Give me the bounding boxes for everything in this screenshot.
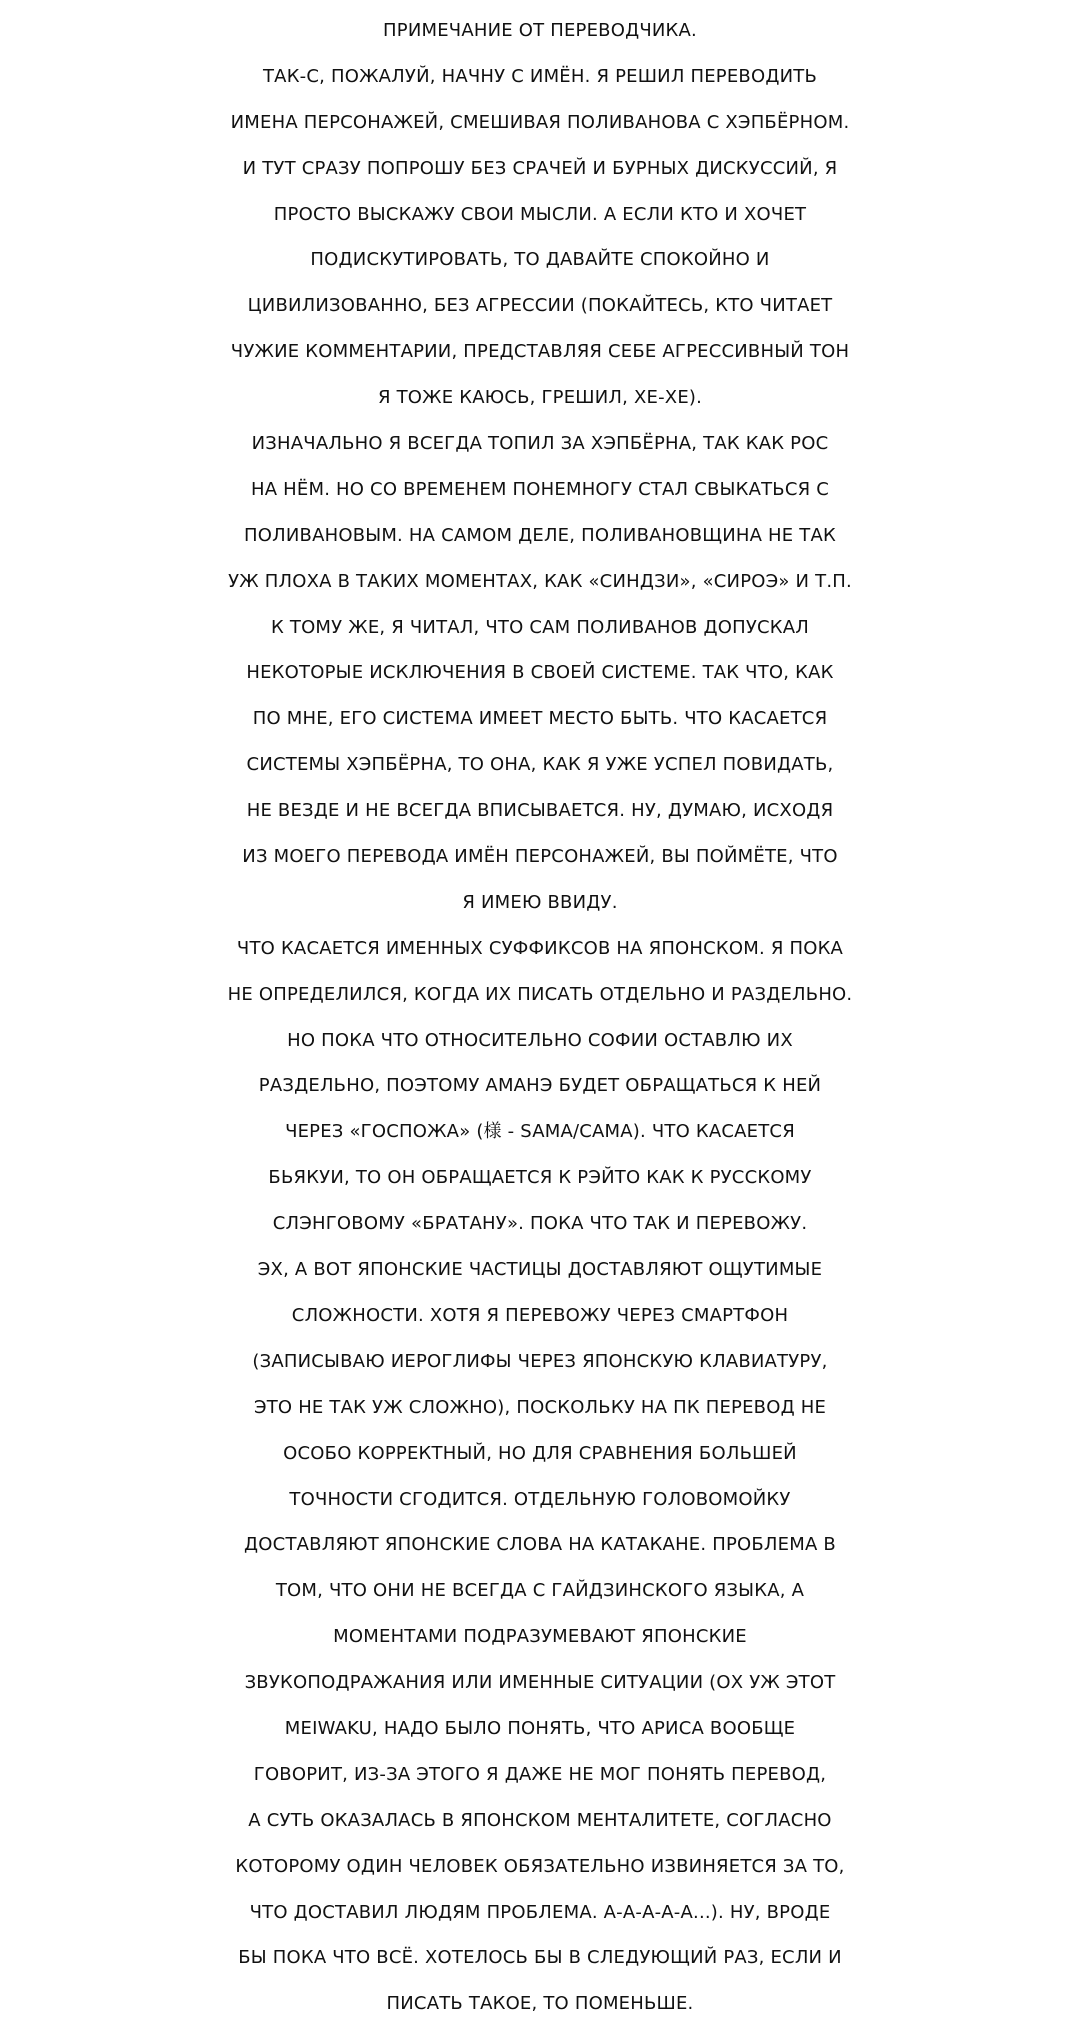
- note-line: ТОМ, ЧТО ОНИ НЕ ВСЕГДА С ГАЙДЗИНСКОГО ЯЗЫКА, А: [275, 1580, 805, 1602]
- note-line: НЕ ОПРЕДЕЛИЛСЯ, КОГДА ИХ ПИСАТЬ ОТДЕЛЬНО И РАЗДЕЛЬНО.: [227, 983, 853, 1005]
- note-line: ИЗ МОЕГО ПЕРЕВОДА ИМЁН ПЕРСОНАЖЕЙ, ВЫ ПОЙМЁТЕ, ЧТО: [242, 846, 838, 868]
- note-line: MEIWAKU, НАДО БЫЛО ПОНЯТЬ, ЧТО АРИСА ВООБЩЕ: [284, 1717, 796, 1739]
- note-line: СЛЭНГОВОМУ «БРАТАНУ». ПОКА ЧТО ТАК И ПЕРЕВОЖУ.: [272, 1213, 808, 1235]
- note-line: ЧЕРЕЗ «ГОСПОЖА» (様 - SAMA/САМА). ЧТО КАСАЕТСЯ: [285, 1121, 795, 1143]
- note-line: (ЗАПИСЫВАЮ ИЕРОГЛИФЫ ЧЕРЕЗ ЯПОНСКУЮ КЛАВИАТУРУ,: [252, 1350, 828, 1372]
- note-line: ЧТО КАСАЕТСЯ ИМЕННЫХ СУФФИКСОВ НА ЯПОНСКОМ. Я ПОКА: [236, 937, 844, 959]
- note-line: МОМЕНТАМИ ПОДРАЗУМЕВАЮТ ЯПОНСКИЕ: [333, 1626, 747, 1648]
- note-title: ПРИМЕЧАНИЕ ОТ ПЕРЕВОДЧИКА.: [383, 20, 697, 41]
- note-line: Я ТОЖЕ КАЮСЬ, ГРЕШИЛ, ХЕ-ХЕ).: [377, 387, 703, 409]
- note-line: ЧУЖИЕ КОММЕНТАРИИ, ПРЕДСТАВЛЯЯ СЕБЕ АГРЕССИВНЫЙ ТОН: [230, 341, 850, 363]
- note-line: НЕКОТОРЫЕ ИСКЛЮЧЕНИЯ В СВОЕЙ СИСТЕМЕ. ТАК ЧТО, КАК: [246, 662, 834, 684]
- note-line: ЦИВИЛИЗОВАННО, БЕЗ АГРЕССИИ (ПОКАЙТЕСЬ, КТО ЧИТАЕТ: [247, 295, 833, 317]
- note-line: ПИСАТЬ ТАКОЕ, ТО ПОМЕНЬШЕ.: [386, 1993, 694, 2015]
- note-line: БЬЯКУИ, ТО ОН ОБРАЩАЕТСЯ К РЭЙТО КАК К РУССКОМУ: [268, 1167, 812, 1189]
- note-line: ПОДИСКУТИРОВАТЬ, ТО ДАВАЙТЕ СПОКОЙНО И: [310, 249, 770, 271]
- note-line: УЖ ПЛОХА В ТАКИХ МОМЕНТАХ, КАК «СИНДЗИ», «СИРОЭ» И Т.П.: [228, 570, 852, 592]
- note-line: НЕ ВЕЗДЕ И НЕ ВСЕГДА ВПИСЫВАЕТСЯ. НУ, ДУМАЮ, ИСХОДЯ: [246, 800, 834, 822]
- note-line: ИМЕНА ПЕРСОНАЖЕЙ, СМЕШИВАЯ ПОЛИВАНОВА С ХЭПБЁРНОМ.: [230, 111, 850, 133]
- note-line: А СУТЬ ОКАЗАЛАСЬ В ЯПОНСКОМ МЕНТАЛИТЕТЕ, СОГЛАСНО: [248, 1809, 832, 1831]
- note-line: ДОСТАВЛЯЮТ ЯПОНСКИЕ СЛОВА НА КАТАКАНЕ. ПРОБЛЕМА В: [244, 1534, 836, 1556]
- note-line: Я ИМЕЮ ВВИДУ.: [462, 891, 618, 913]
- note-line: ПРОСТО ВЫСКАЖУ СВОИ МЫСЛИ. А ЕСЛИ КТО И ХОЧЕТ: [273, 203, 807, 225]
- note-line: КОТОРОМУ ОДИН ЧЕЛОВЕК ОБЯЗАТЕЛЬНО ИЗВИНЯЕТСЯ ЗА ТО,: [235, 1855, 845, 1877]
- note-line: И ТУТ СРАЗУ ПОПРОШУ БЕЗ СРАЧЕЙ И БУРНЫХ ДИСКУССИЙ, Я: [242, 157, 838, 179]
- note-line: ОСОБО КОРРЕКТНЫЙ, НО ДЛЯ СРАВНЕНИЯ БОЛЬШЕЙ: [283, 1442, 797, 1464]
- translator-note: [0, 8, 1080, 2015]
- note-line: СИСТЕМЫ ХЭПБЁРНА, ТО ОНА, КАК Я УЖЕ УСПЕЛ ПОВИДАТЬ,: [246, 754, 834, 776]
- note-line: ЭХ, А ВОТ ЯПОНСКИЕ ЧАСТИЦЫ ДОСТАВЛЯЮТ ОЩУТИМЫЕ: [257, 1259, 823, 1281]
- note-line: ТОЧНОСТИ СГОДИТСЯ. ОТДЕЛЬНУЮ ГОЛОВОМОЙКУ: [289, 1488, 791, 1510]
- note-line: К ТОМУ ЖЕ, Я ЧИТАЛ, ЧТО САМ ПОЛИВАНОВ ДОПУСКАЛ: [270, 616, 810, 638]
- note-line: БЫ ПОКА ЧТО ВСЁ. ХОТЕЛОСЬ БЫ В СЛЕДУЮЩИЙ РАЗ, ЕСЛИ И: [238, 1947, 842, 1969]
- note-line: ЗВУКОПОДРАЖАНИЯ ИЛИ ИМЕННЫЕ СИТУАЦИИ (ОХ УЖ ЭТОТ: [244, 1672, 836, 1694]
- note-line: ЭТО НЕ ТАК УЖ СЛОЖНО), ПОСКОЛЬКУ НА ПК ПЕРЕВОД НЕ: [253, 1396, 827, 1418]
- note-line: НА НЁМ. НО СО ВРЕМЕНЕМ ПОНЕМНОГУ СТАЛ СВЫКАТЬСЯ С: [250, 478, 830, 500]
- note-line: НО ПОКА ЧТО ОТНОСИТЕЛЬНО СОФИИ ОСТАВЛЮ ИХ: [287, 1029, 793, 1051]
- note-line: РАЗДЕЛЬНО, ПОЭТОМУ АМАНЭ БУДЕТ ОБРАЩАТЬСЯ К НЕЙ: [258, 1075, 822, 1097]
- note-line: ПОЛИВАНОВЫМ. НА САМОМ ДЕЛЕ, ПОЛИВАНОВЩИНА НЕ ТАК: [244, 524, 836, 546]
- note-line: ЧТО ДОСТАВИЛ ЛЮДЯМ ПРОБЛЕМА. А-А-А-А-А...). НУ, ВРОДЕ: [249, 1901, 831, 1923]
- note-line: ГОВОРИТ, ИЗ-ЗА ЭТОГО Я ДАЖЕ НЕ МОГ ПОНЯТЬ ПЕРЕВОД,: [253, 1763, 827, 1785]
- note-line: ПО МНЕ, ЕГО СИСТЕМА ИМЕЕТ МЕСТО БЫТЬ. ЧТО КАСАЕТСЯ: [252, 708, 828, 730]
- note-line: СЛОЖНОСТИ. ХОТЯ Я ПЕРЕВОЖУ ЧЕРЕЗ СМАРТФОН: [291, 1304, 789, 1326]
- note-line: ИЗНАЧАЛЬНО Я ВСЕГДА ТОПИЛ ЗА ХЭПБЁРНА, ТАК КАК РОС: [251, 433, 829, 455]
- note-line: ТАК-С, ПОЖАЛУЙ, НАЧНУ С ИМЁН. Я РЕШИЛ ПЕРЕВОДИТЬ: [262, 65, 817, 87]
